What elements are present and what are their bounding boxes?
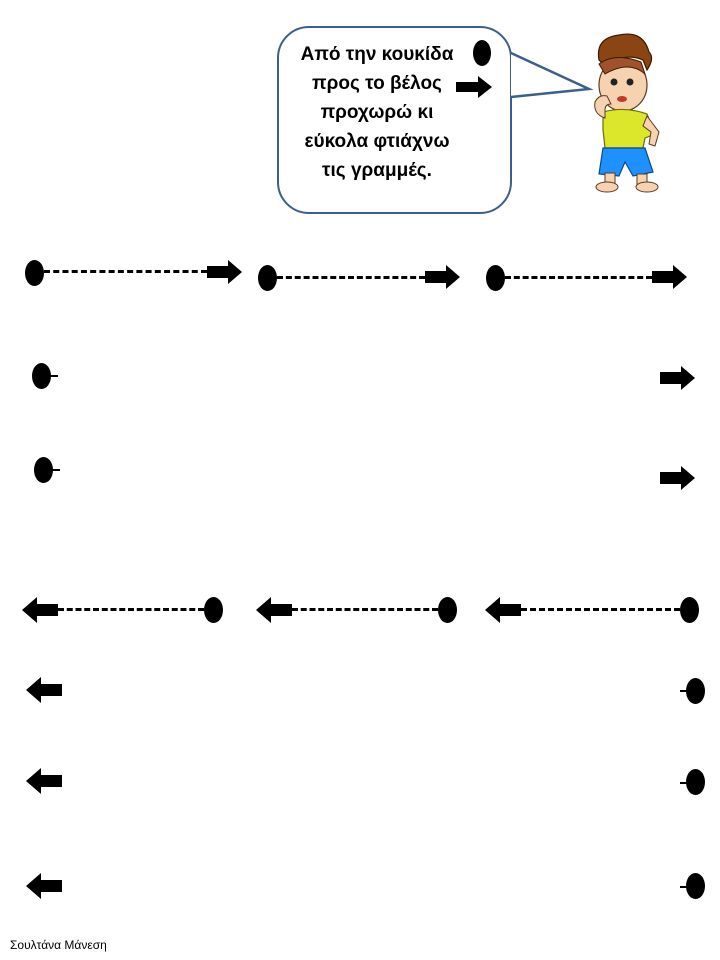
right-arrow-icon [652, 265, 687, 289]
dashed-guide-line[interactable] [521, 608, 680, 611]
end-dot-icon [686, 678, 705, 704]
boy-thinking-icon [585, 30, 670, 195]
dashed-guide-line[interactable] [505, 276, 652, 279]
instruction-line-2: προς το βέλος [312, 73, 442, 94]
dashed-guide-line[interactable] [44, 270, 207, 273]
end-dot-icon [680, 597, 699, 623]
left-arrow-icon [485, 597, 521, 623]
right-arrow-icon [660, 366, 695, 390]
right-arrow-icon [456, 76, 492, 98]
right-arrow-icon [425, 265, 460, 289]
end-dot-icon [204, 597, 223, 623]
dot-icon [473, 40, 491, 66]
instruction-line-1: Από την κουκίδα [300, 44, 454, 65]
start-dot-icon [32, 363, 51, 389]
dashed-guide-line[interactable] [58, 608, 204, 611]
dashed-guide-line[interactable] [277, 276, 425, 279]
left-arrow-icon [26, 677, 62, 703]
right-arrow-icon [660, 466, 695, 490]
start-dot-icon [486, 265, 505, 291]
start-dot-icon [258, 265, 277, 291]
end-dot-icon [686, 873, 705, 899]
start-dot-icon [34, 457, 53, 483]
line-stub [52, 469, 60, 471]
dashed-guide-line[interactable] [292, 608, 438, 611]
left-arrow-icon [26, 873, 62, 899]
end-dot-icon [438, 597, 457, 623]
left-arrow-icon [256, 597, 292, 623]
instruction-line-4: εύκολα φτιάχνω [304, 131, 450, 152]
right-arrow-icon [207, 260, 242, 284]
left-arrow-icon [22, 597, 58, 623]
start-dot-icon [25, 260, 44, 286]
end-dot-icon [686, 769, 705, 795]
left-arrow-icon [26, 768, 62, 794]
line-stub [50, 375, 58, 377]
author-signature: Σουλτάνα Μάνεση [10, 938, 107, 952]
instruction-line-3: προχωρώ κι [320, 102, 434, 123]
instruction-text [287, 40, 467, 185]
instruction-line-5: τις γραμμές. [322, 160, 432, 181]
